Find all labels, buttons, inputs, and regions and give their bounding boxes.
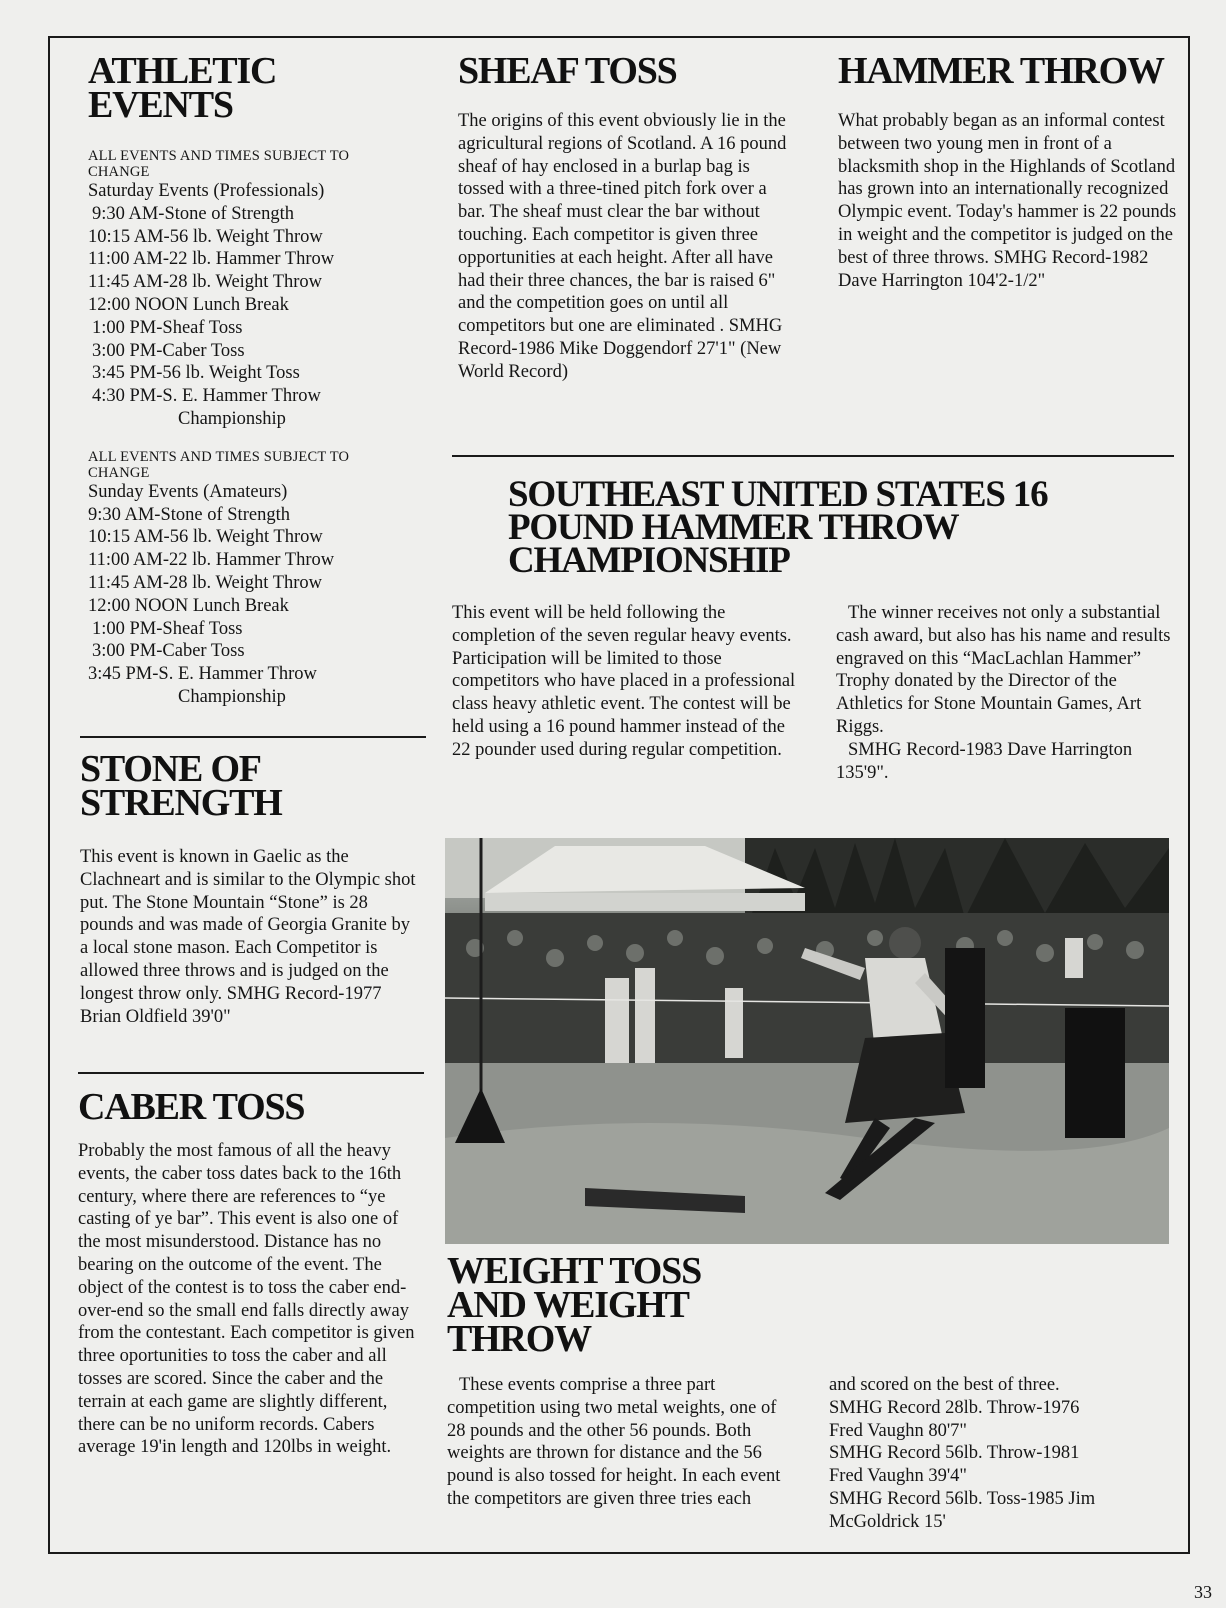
list-item: 9:30 AM-Stone of Strength xyxy=(88,504,290,525)
list-item: 4:30 PM-S. E. Hammer Throw xyxy=(92,386,321,407)
list-item: 11:00 AM-22 lb. Hammer Throw xyxy=(88,249,335,270)
list-item: 11:00 AM-22 lb. Hammer Throw xyxy=(88,550,335,571)
southeast-championship-title: SOUTHEAST UNITED STATES 16 POUND HAMMER THROW CHAMPIONSHIP xyxy=(508,474,1048,581)
weight-record-line: McGoldrick 15' xyxy=(829,1511,946,1532)
southeast-body-left: This event will be held following the completion of the seven regular heavy events. Participation will be limited to those competitors who have placed in a professional class heavy athletic event. The contest will be held using a 16 pound hammer instead of the 22 pounder used during regular competition. xyxy=(452,603,796,760)
weight-toss-body-left: These events comprise a three part competition using two metal weights, one of 28 pounds and the other 56 pounds. Both weights are thrown for distance and the 56 pound is also tossed for height. In each event the competitors are given three tries each xyxy=(447,1375,781,1509)
sheaf-toss-title: SHEAF TOSS xyxy=(458,50,677,92)
weight-record-line: Fred Vaughn 80'7" xyxy=(829,1420,967,1441)
list-item: Championship xyxy=(178,686,286,707)
list-item: 11:45 AM-28 lb. Weight Throw xyxy=(88,272,323,293)
caber-toss-title: CABER TOSS xyxy=(78,1086,305,1128)
athletic-events-section xyxy=(88,50,428,709)
sunday-heading: Sunday Events (Amateurs) xyxy=(88,481,288,502)
list-item: 3:45 PM-S. E. Hammer Throw xyxy=(88,664,317,685)
hammer-throw-photo xyxy=(445,838,1169,1244)
southeast-body-right-text: The winner receives not only a substantial cash award, but also has his name and results engraved on this “MacLachlan Hammer” Trophy donated by the Director of the Athletics for Stone Mountain Games, Art Riggs. xyxy=(836,603,1171,737)
list-item: Championship xyxy=(178,408,286,429)
weight-toss-body-right xyxy=(829,1374,1169,1534)
stone-of-strength-title: STONE OF STRENGTH xyxy=(80,748,282,824)
page-number: 33 xyxy=(1194,1582,1212,1602)
weight-record-line: SMHG Record 28lb. Throw-1976 xyxy=(829,1397,1080,1418)
sheaf-toss-section xyxy=(458,50,796,384)
stone-of-strength-body: This event is known in Gaelic as the Clachneart and is similar to the Olympic shot put. The Stone Mountain “Stone” is 28 pounds and was made of Georgia Granite by a local stone mason. Each Competitor is allowed three throws and is judged on the longest throw only. SMHG Record-1977 Brian Oldfield 39'0" xyxy=(80,847,416,1027)
weight-record-line: and scored on the best of three. xyxy=(829,1375,1060,1395)
divider xyxy=(80,736,426,738)
weight-record-line: SMHG Record 56lb. Throw-1981 xyxy=(829,1443,1080,1464)
list-item: 12:00 NOON Lunch Break xyxy=(88,294,289,315)
sheaf-toss-body: The origins of this event obviously lie in the agricultural regions of Scotland. A 16 pound sheaf of hay enclosed in a burlap bag is tossed with a three-tined pitch fork over a bar. The sheaf must clear the bar without touching. Each competitor is given three opportunities at each height. After all have had their three chances, the bar is raised 6" and the competition goes on until all competitors but one are eliminated . SMHG Record-1986 Mike Doggendorf 27'1" (New World Record) xyxy=(458,111,787,382)
saturday-notice: ALL EVENTS AND TIMES SUBJECT TO CHANGE xyxy=(88,148,350,180)
stone-of-strength-section xyxy=(80,748,420,1028)
divider xyxy=(78,1072,424,1074)
hammer-throw-title: HAMMER THROW xyxy=(838,50,1164,92)
athletic-events-title: ATHLETIC EVENTS xyxy=(88,50,277,126)
divider xyxy=(452,455,1174,457)
list-item: 10:15 AM-56 lb. Weight Throw xyxy=(88,226,323,247)
weight-toss-title: WEIGHT TOSS AND WEIGHT THROW xyxy=(447,1250,702,1360)
saturday-schedule xyxy=(88,203,428,431)
southeast-body-right xyxy=(836,602,1176,784)
list-item: 3:00 PM-Caber Toss xyxy=(92,340,245,361)
sunday-schedule xyxy=(88,504,428,709)
list-item: 1:00 PM-Sheaf Toss xyxy=(92,618,243,639)
caber-toss-section xyxy=(78,1086,418,1459)
southeast-championship-section xyxy=(452,474,1174,783)
hammer-throw-body: What probably began as an informal contest between two young men in front of a blacksmith shop in the Highlands of Scotland has grown into an internationally recognized Olympic event. Today's hammer is 22 pounds in weight and the competitor is judged on the best of three throws. SMHG Record-1982 Dave Harrington 104'2-1/2" xyxy=(838,111,1177,291)
list-item: 3:00 PM-Caber Toss xyxy=(92,641,245,662)
caber-toss-body: Probably the most famous of all the heavy events, the caber toss dates back to the 16th century, where there are references to “ye casting of ye bar”. This event is also one of the most misunderstood. Distance has no bearing on the outcome of the event. The object of the contest is to toss the caber end-over-end so the small end falls directly away from the contestant. Each competitor is given three oportunities to toss the caber and all tosses are scored. Since the caber and the terrain at each game are slightly different, there can be no uniform records. Cabers average 19'in length and 120lbs in weight. xyxy=(78,1141,415,1458)
photo-illustration xyxy=(445,838,1169,1244)
list-item: 1:00 PM-Sheaf Toss xyxy=(92,317,243,338)
list-item: 12:00 NOON Lunch Break xyxy=(88,595,289,616)
southeast-record-text: SMHG Record-1983 Dave Harrington 135'9". xyxy=(836,739,1133,783)
list-item: 11:45 AM-28 lb. Weight Throw xyxy=(88,572,323,593)
hammer-throw-section xyxy=(838,50,1182,292)
list-item: 10:15 AM-56 lb. Weight Throw xyxy=(88,527,323,548)
sunday-notice: ALL EVENTS AND TIMES SUBJECT TO CHANGE xyxy=(88,448,350,481)
list-item: 9:30 AM-Stone of Strength xyxy=(92,203,294,224)
weight-toss-section xyxy=(447,1250,1171,1532)
weight-record-line: Fred Vaughn 39'4" xyxy=(829,1466,967,1487)
list-item: 3:45 PM-56 lb. Weight Toss xyxy=(92,363,300,384)
weight-record-line: SMHG Record 56lb. Toss-1985 Jim xyxy=(829,1488,1096,1509)
saturday-heading: Saturday Events (Professionals) xyxy=(88,181,325,201)
